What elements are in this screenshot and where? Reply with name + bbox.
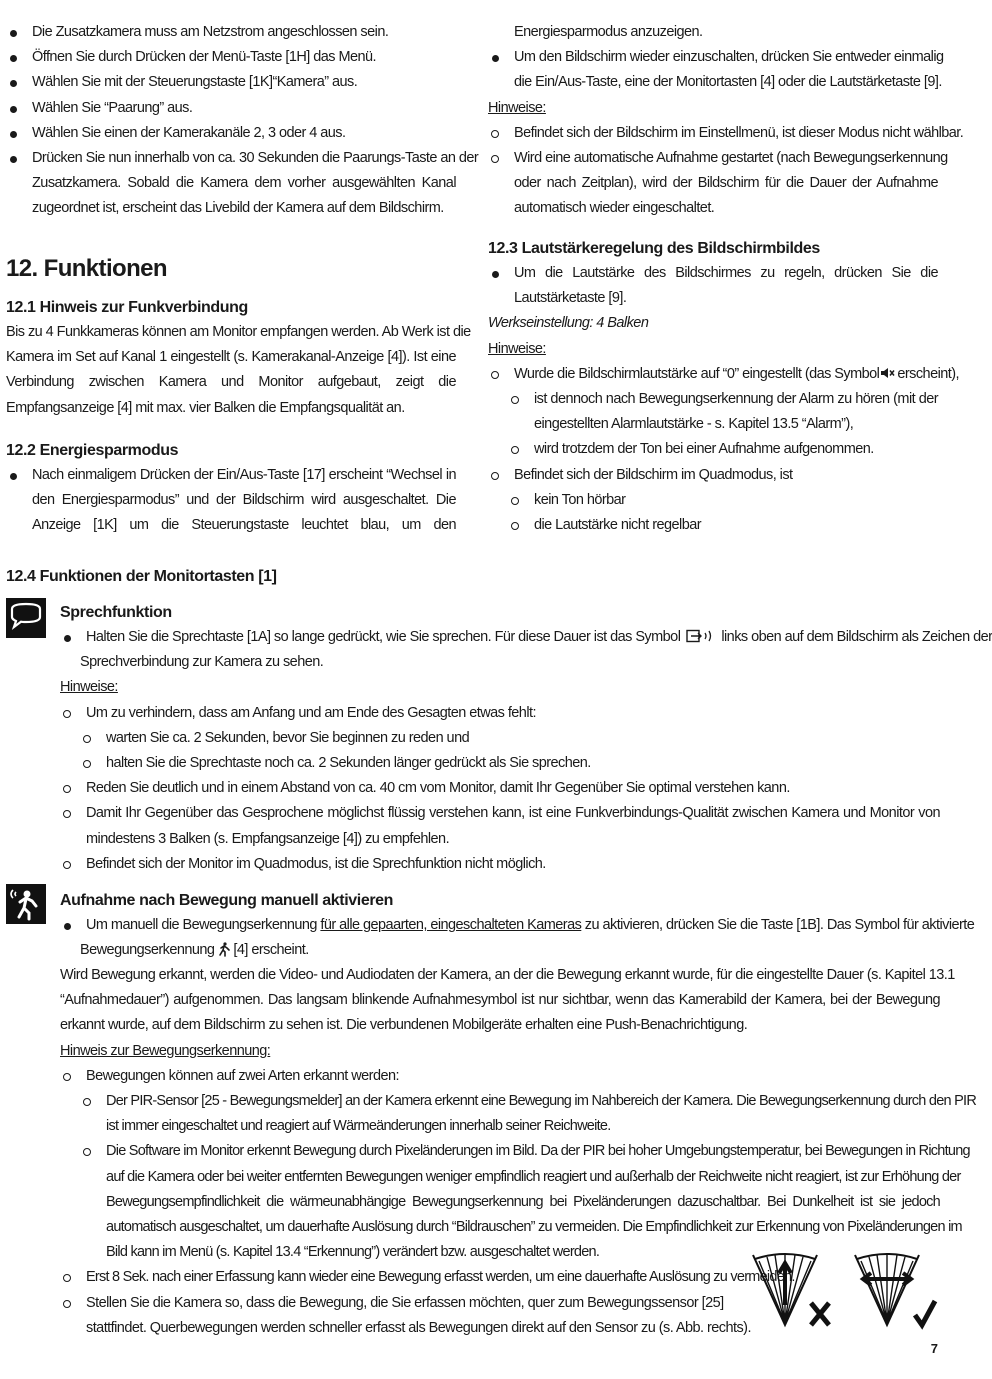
- item-text: zu aktivieren, drücken Sie die Taste [1B]. Das Symbol für aktivierte: [584, 917, 975, 933]
- motion-person-icon: [218, 942, 230, 956]
- sub-item: die Lautstärke nicht regelbar: [508, 513, 938, 538]
- cross-icon: [811, 1303, 829, 1325]
- note-item: Stellen Sie die Kamera so, dass die Bewegung, die Sie erfassen möchten, quer zum Bewegungssensor [25]: [60, 1291, 706, 1316]
- factory-setting: Werkseinstellung: 4 Balken: [488, 315, 649, 332]
- sub-list: [60, 1089, 977, 1265]
- list-item: Wählen Sie “Paarung” aus.: [6, 96, 456, 121]
- paragraph-line: Bis zu 4 Funkkameras können am Monitor empfangen werden. Ab Werk ist die: [6, 324, 471, 340]
- speech-function: [60, 600, 992, 877]
- list-item-continued: Anzeige [1K] um die Steuerungstaste leuchtet blau, um den: [32, 517, 456, 534]
- correct-direction-figure: [855, 1253, 935, 1325]
- note-item: Bewegungen können auf zwei Arten erkannt werden:: [60, 1064, 940, 1089]
- list-item: [60, 913, 975, 938]
- motion-detection-icon: [6, 884, 46, 924]
- list-item: [60, 625, 992, 650]
- sub-list: [488, 488, 938, 538]
- list-item-continued: Zusatzkamera. Sobald die Kamera dem vorher ausgewählten Kanal: [32, 175, 456, 192]
- list-item: Öffnen Sie durch Drücken der Menü-Taste [1H] das Menü.: [6, 45, 456, 70]
- list-item: Um die Lautstärke des Bildschirmes zu regeln, drücken Sie die: [488, 261, 938, 286]
- paragraph-line: Wird Bewegung erkannt, werden die Video- und Audiodaten der Kamera, an der die Bewegung erkannt wurde, für die eingestellte Dauer (s. Kapitel 13.1: [60, 967, 955, 983]
- note-item: [488, 362, 960, 387]
- list-item: Drücken Sie nun innerhalb von ca. 30 Sekunden die Paarungs-Taste an der: [6, 146, 456, 171]
- list-item: Wählen Sie einen der Kamerakanäle 2, 3 oder 4 aus.: [6, 121, 456, 146]
- sub-item-continued: Bild kann im Menü (s. Kapitel 13.4 “Erkennung”) verändert bzw. ausgeschaltet werden.: [106, 1244, 600, 1261]
- note-item-continued: mindestens 3 Balken (s. Empfangsanzeige [4]) zu empfehlen.: [86, 830, 450, 847]
- item-text: links oben auf dem Bildschirm als Zeichen der: [721, 629, 992, 645]
- list-item-continued: Lautstärketaste [9].: [514, 290, 627, 307]
- note-item: Befindet sich der Bildschirm im Einstellmenü, ist dieser Modus nicht wählbar.: [488, 121, 938, 146]
- list-item-continued: Sprechverbindung zur Kamera zu sehen.: [80, 654, 324, 671]
- notes-label: Hinweise:: [488, 340, 546, 357]
- section-12-1: [6, 295, 471, 421]
- note-item-continued: automatisch wieder eingeschaltet.: [514, 200, 715, 217]
- paragraph-line: Kamera im Set auf Kanal 1 eingestellt (s. Kamerakanal-Anzeige [4]). Ist eine: [6, 349, 456, 366]
- sub-item-continued: Bewegungsempfindlichkeit die wärmeunabhängige Bewegungserkennung bei Pixeländerungen dazuschaltbar. Bei Dunkelheit ist sie jedoch: [106, 1193, 940, 1210]
- section-12-3: [488, 236, 960, 538]
- section-heading: 12.2 Energiesparmodus: [6, 442, 179, 459]
- left-column: [6, 20, 479, 222]
- note-item-continued: oder nach Zeitplan), wird der Bildschirm für die Dauer der Aufnahme: [514, 175, 938, 192]
- list-item: Die Zusatzkamera muss am Netzstrom angeschlossen sein.: [6, 20, 456, 45]
- note-item: Wird eine automatische Aufnahme gestartet (nach Bewegungserkennung: [488, 146, 938, 171]
- sub-item: Der PIR-Sensor [25 - Bewegungsmelder] an der Kamera erkennt eine Bewegung im Nahbereich der Kamera. Die Bewegungserkennung durch den PIR: [80, 1089, 940, 1114]
- note-item: Befindet sich der Bildschirm im Quadmodus, ist: [488, 463, 938, 488]
- section-heading: 12.4 Funktionen der Monitortasten [1]: [6, 568, 277, 585]
- item-text: Bewegungserkennung: [80, 942, 215, 959]
- note-item: Befindet sich der Monitor im Quadmodus, ist die Sprechfunktion nicht möglich.: [60, 852, 940, 877]
- notes-label: Hinweise:: [488, 99, 546, 116]
- list-item: Wählen Sie mit der Steuerungstaste [1K]“Kamera” aus.: [6, 70, 456, 95]
- right-column: [488, 20, 964, 222]
- sub-item-continued: automatisch ausgeschaltet, um dauerhafte Auslösung durch “Bildrauschen” zu vermeiden. Die Empfindlichkeit zur Erkennung von Pixeländerungen im: [106, 1219, 962, 1236]
- note-item: Damit Ihr Gegenüber das Gesprochene möglichst flüssig verstehen kann, ist eine Funkverbindungs-Qualität zwischen Kamera und Monitor von: [60, 801, 940, 826]
- subsection-title: Aufnahme nach Bewegung manuell aktivieren: [60, 892, 394, 909]
- section-12-2: [6, 438, 456, 539]
- list-item: Nach einmaligem Drücken der Ein/Aus-Taste [17] erscheint “Wechsel in: [6, 463, 456, 488]
- paragraph-line: “Aufnahmedauer”) aufgenommen. Das langsam blinkende Aufnahmesymbol ist nur sichtbar, wenn das Kamerabild der Kamera, bei der Bewegung: [60, 992, 940, 1009]
- check-icon: [915, 1301, 935, 1325]
- list-item-continued: Energiesparmodus anzuzeigen.: [514, 24, 703, 40]
- note-text: Wurde die Bildschirmlautstärke auf “0” eingestellt (das Symbol: [514, 365, 880, 382]
- speech-bubble-icon: [6, 598, 46, 638]
- sub-item: kein Ton hörbar: [508, 488, 938, 513]
- sub-item: warten Sie ca. 2 Sekunden, bevor Sie beginnen zu reden und: [80, 726, 940, 751]
- sub-item: halten Sie die Sprechtaste noch ca. 2 Sekunden länger gedrückt als Sie sprechen.: [80, 751, 940, 776]
- sub-item: ist dennoch nach Bewegungserkennung der Alarm zu hören (mit der: [508, 387, 938, 412]
- list-item-continued: den Energiesparmodus” und der Bildschirm wird ausgeschaltet. Die: [32, 492, 456, 509]
- list-item-continued: zugeordnet ist, erscheint das Livebild der Kamera auf dem Bildschirm.: [32, 200, 444, 217]
- item-text: Halten Sie die Sprechtaste [1A] so lange gedrückt, wie Sie sprechen. Für diese Dauer ist das Symbol: [86, 629, 681, 645]
- item-text-underlined: für alle gepaarten, eingeschalteten Kameras: [320, 917, 582, 933]
- motion-recording: [60, 888, 975, 963]
- note-item: Um zu verhindern, dass am Anfang und am Ende des Gesagten etwas fehlt:: [60, 701, 940, 726]
- note-text: erscheint),: [897, 365, 960, 382]
- speaker-mute-icon: [880, 367, 896, 379]
- chapter-heading: 12. Funktionen: [6, 255, 167, 282]
- pir-direction-illustration: [745, 1245, 945, 1335]
- page-number: 7: [930, 1341, 938, 1356]
- sub-item-continued: ist immer eingeschaltet und reagiert auf Wärmeänderungen innerhalb seiner Reichweite.: [106, 1118, 611, 1135]
- list-item-continued: die Ein/Aus-Taste, eine der Monitortasten [4] oder die Lautstärketaste [9].: [514, 74, 942, 91]
- note-item: Reden Sie deutlich und in einem Abstand von ca. 40 cm vom Monitor, damit Ihr Gegenüber Sie optimal verstehen kann.: [60, 776, 940, 801]
- sub-item-continued: eingestellten Alarmlautstärke - s. Kapitel 13.5 “Alarm”),: [534, 416, 854, 433]
- list-item-continued: [60, 938, 940, 963]
- talk-symbol-icon: [686, 629, 716, 643]
- subsection-title: Sprechfunktion: [60, 604, 172, 621]
- notes-label: Hinweis zur Bewegungserkennung:: [60, 1042, 271, 1059]
- note-item-continued: stattfindet. Querbewegungen werden schneller erfasst als Bewegungen direkt auf den Sensor zu (s. Abb. rechts).: [86, 1319, 751, 1336]
- sub-item: wird trotzdem der Ton bei einer Aufnahme aufgenommen.: [508, 437, 938, 462]
- section-heading: 12.1 Hinweis zur Funkverbindung: [6, 299, 248, 316]
- item-text: Um manuell die Bewegungserkennung: [86, 917, 317, 933]
- paragraph-line: Empfangsanzeige [4] mit max. vier Balken die Empfangsqualität an.: [6, 399, 405, 416]
- item-text: [4] erscheint.: [233, 942, 309, 959]
- section-heading: 12.3 Lautstärkeregelung des Bildschirmbildes: [488, 240, 820, 257]
- wrong-direction-figure: [753, 1253, 829, 1325]
- paragraph-line: Verbindung zwischen Kamera und Monitor aufgebaut, zeigt die: [6, 374, 456, 391]
- sub-list: [488, 387, 938, 463]
- sub-item: Die Software im Monitor erkennt Bewegung durch Pixeländerungen im Bild. Da der PIR bei hoher Umgebungstemperatur, bei Bewegungen in Richtung: [80, 1139, 940, 1164]
- sub-list: [60, 726, 940, 776]
- note-item: Erst 8 Sek. nach einer Erfassung kann wieder eine Bewegung erfasst werden, um eine dauerhafte Auslösung zu vermeiden.: [60, 1265, 940, 1290]
- list-item: Um den Bildschirm wieder einzuschalten, drücken Sie entweder einmalig: [488, 45, 938, 70]
- notes-label: Hinweise:: [60, 679, 118, 696]
- sub-item-continued: auf die Kamera oder bei weiter entfernten Bewegungen weniger empfindlich reagiert und außerhalb der Reichweite nicht reagiert, ist zur Erhöhung der: [106, 1168, 961, 1185]
- paragraph-line: erkannt wurde, auf dem Bildschirm zu sehen ist. Die verbundenen Mobilgeräte erhalten eine Push-Benachrichtigung.: [60, 1017, 748, 1034]
